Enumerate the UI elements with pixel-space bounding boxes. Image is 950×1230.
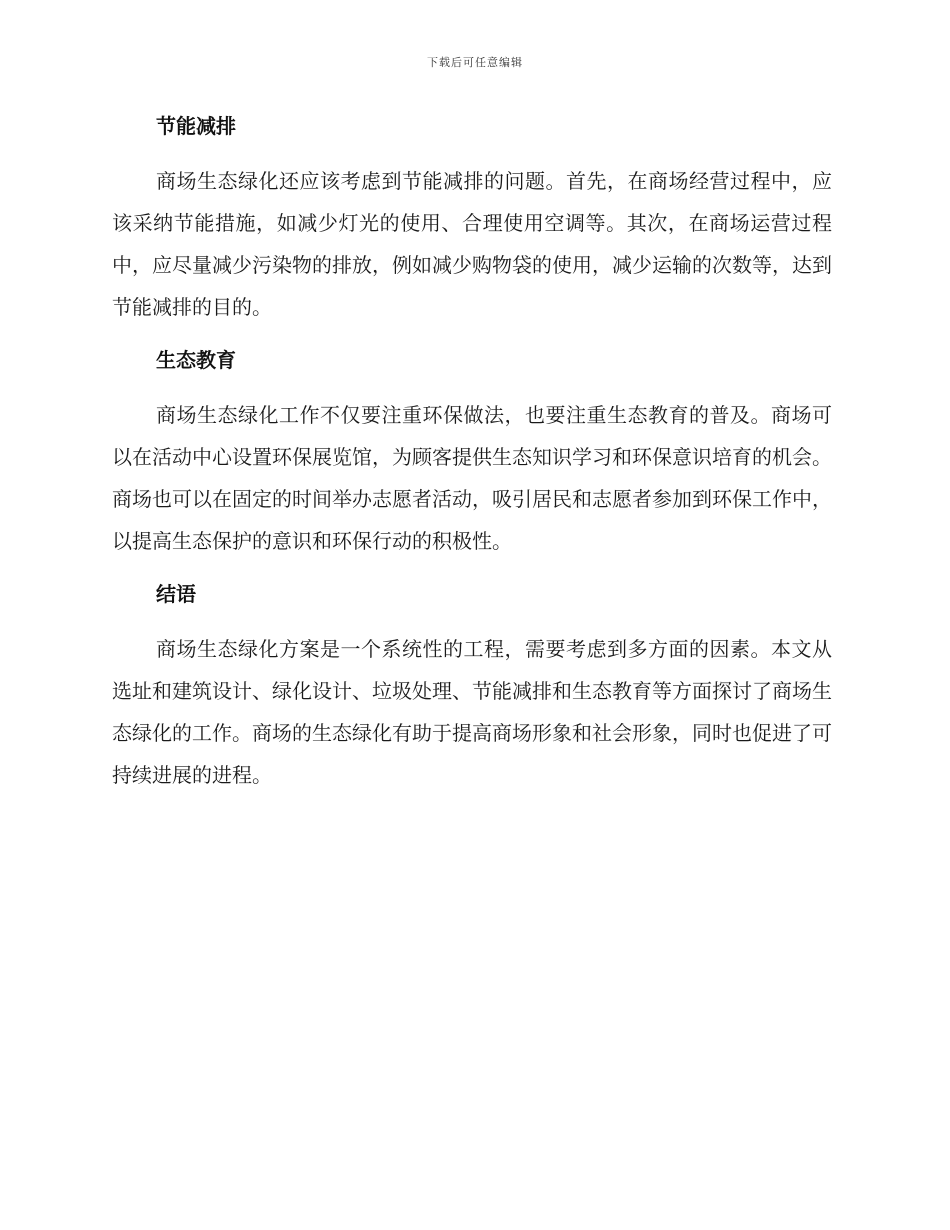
section-conclusion xyxy=(112,576,832,796)
document-body xyxy=(112,108,832,810)
section-paragraph: 商场生态绿化工作不仅要注重环保做法，也要注重生态教育的普及。商场可以在活动中心设置环保展览馆，为顾客提供生态知识学习和环保意识培育的机会。商场也可以在固定的时间举办志愿者活动，吸引居民和志愿者参加到环保工作中，以提高生态保护的意识和环保行动的积极性。 xyxy=(112,403,832,553)
section-title: 节能减排 xyxy=(156,114,236,138)
section-paragraph: 商场生态绿化方案是一个系统性的工程，需要考虑到多方面的因素。本文从选址和建筑设计、绿化设计、垃圾处理、节能减排和生态教育等方面探讨了商场生态绿化的工作。商场的生态绿化有助于提高商场形象和社会形象，同时也促进了可持续进展的进程。 xyxy=(112,637,832,787)
section-title: 生态教育 xyxy=(156,348,236,372)
section-title: 结语 xyxy=(156,582,196,606)
section-paragraph: 商场生态绿化还应该考虑到节能减排的问题。首先，在商场经营过程中，应该采纳节能措施，如减少灯光的使用、合理使用空调等。其次，在商场运营过程中，应尽量减少污染物的排放，例如减少购物袋的使用，减少运输的次数等，达到节能减排的目的。 xyxy=(112,169,832,319)
header-note: 下载后可任意编辑 xyxy=(427,56,523,69)
section-energy-saving xyxy=(112,108,832,328)
section-eco-education xyxy=(112,342,832,562)
